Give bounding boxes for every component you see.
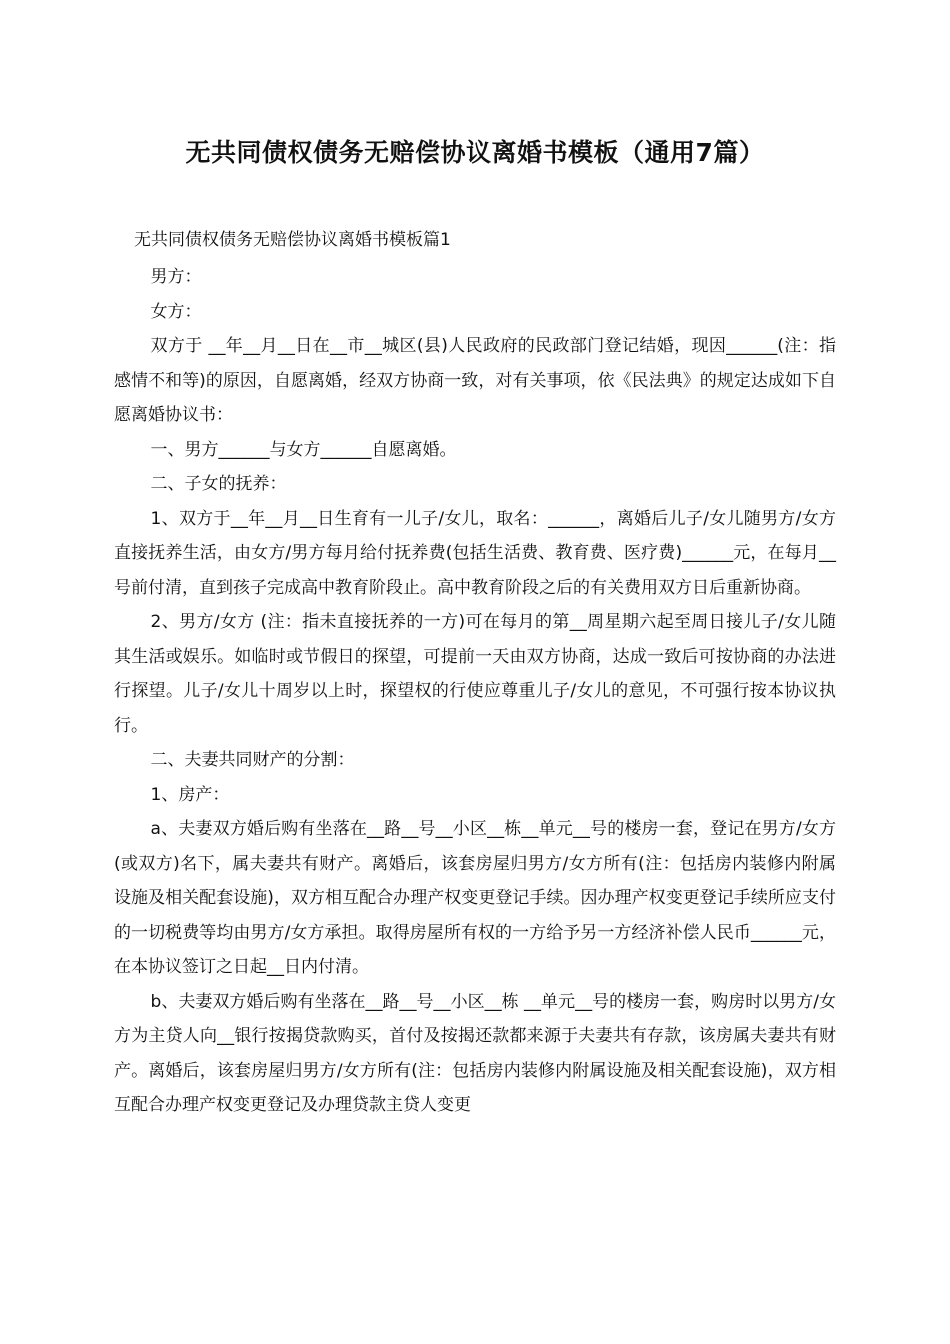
paragraph-divorce-clause: 一、男方______与女方______自愿离婚。 — [150, 439, 457, 460]
paragraph-marriage-registration: 双方于 __年__月__日在__市__城区(县)人民政府的民政部门登记结婚，现因______(注：指感情不和等)的原因，自愿离婚，经双方协商一致，对有关事项，依《民法典》的规定达成如下自愿离婚协议书： — [114, 336, 836, 425]
paragraph-child-support-heading: 二、子女的抚养： — [150, 474, 287, 494]
document-title: 无共同债权债务无赔偿协议离婚书模板（通用7篇） — [185, 138, 765, 167]
paragraph-male-party: 男方： — [150, 267, 202, 287]
paragraph-real-estate-heading: 1、房产： — [150, 784, 230, 805]
paragraph-real-estate-b: b、夫妻双方婚后购有坐落在__路__号__小区__栋 __单元__号的楼房一套，购房时以男方/女方为主贷人向__银行按揭贷款购买，首付及按揭还款都来源于夫妻共有存款，该房属夫妻共有财产。离婚后，该套房屋归男方/女方所有(注：包括房内装修内附属设施及相关配套设施)，双方相互配合办理产权变更登记及办理贷款主贷人变更 — [114, 991, 836, 1115]
paragraph-real-estate-a: a、夫妻双方婚后购有坐落在__路__号__小区__栋__单元__号的楼房一套，登记在男方/女方(或双方)名下，属夫妻共有财产。离婚后，该套房屋归男方/女方所有(注：包括房内装修内附属设施及相关配套设施)，双方相互配合办理产权变更登记手续。因办理产权变更登记手续所应支付的一切税费等均由男方/女方承担。取得房屋所有权的一方给予另一方经济补偿人民币______元，在本协议签订之日起__日内付清。 — [114, 819, 836, 977]
paragraph-property-heading: 二、夫妻共同财产的分割： — [150, 750, 355, 770]
document-body — [114, 260, 836, 1123]
section-heading: 无共同债权债务无赔偿协议离婚书模板篇1 — [134, 230, 451, 250]
paragraph-child-support-1: 1、双方于__年__月__日生育有一儿子/女儿，取名：______，离婚后儿子/女儿随男方/女方直接抚养生活，由女方/男方每月给付抚养费(包括生活费、教育费、医疗费)______元，在每月__号前付清，直到孩子完成高中教育阶段止。高中教育阶段之后的有关费用双方日后重新协商。 — [114, 508, 836, 598]
paragraph-female-party: 女方： — [150, 301, 202, 322]
paragraph-child-support-2: 2、男方/女方 (注：指未直接抚养的一方)可在每月的第__周星期六起至周日接儿子/女儿随其生活或娱乐。如临时或节假日的探望，可提前一天由双方协商，达成一致后可按协商的办法进行探望。儿子/女儿十周岁以上时，探望权的行使应尊重儿子/女儿的意见，不可强行按本协议执行。 — [114, 612, 836, 736]
